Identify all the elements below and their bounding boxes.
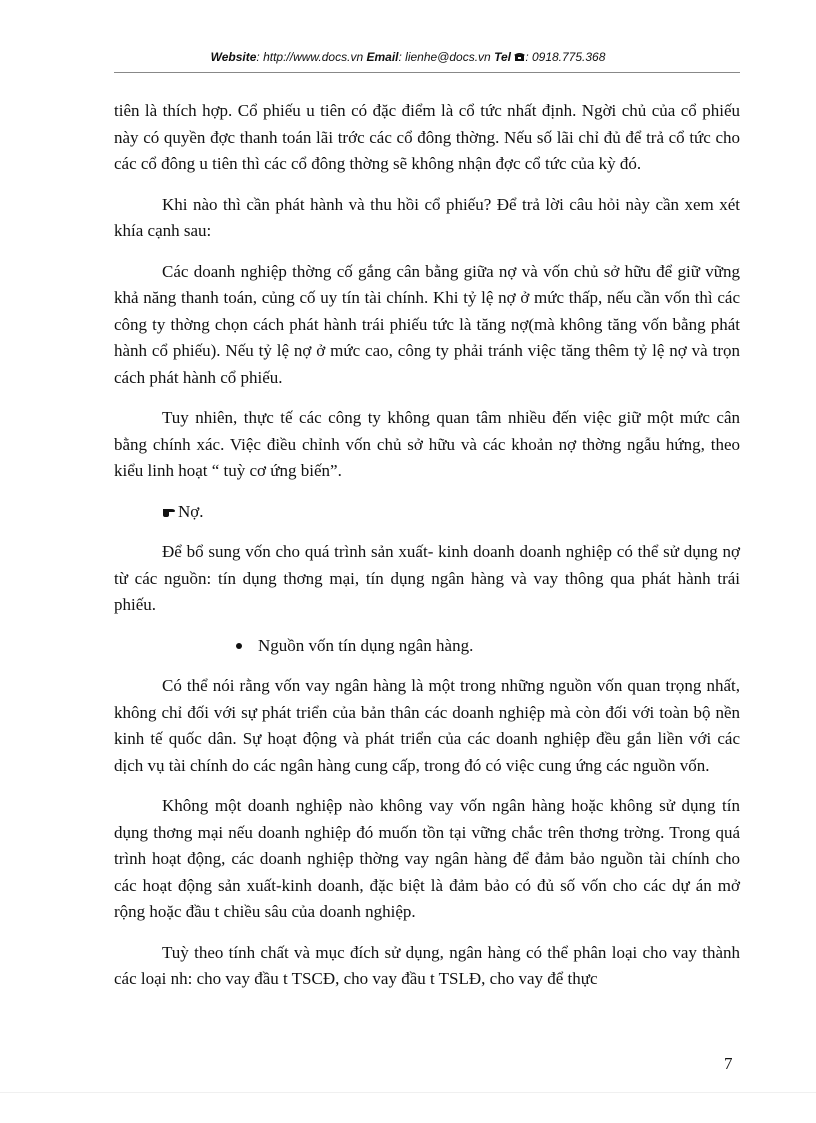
page-bottom-edge	[0, 1092, 816, 1093]
page-number: 7	[724, 1054, 733, 1073]
tel-label: Tel	[494, 50, 511, 64]
section-heading-no	[162, 499, 740, 526]
bullet-text: Nguồn vốn tín dụng ngân hàng.	[258, 635, 474, 655]
email-label: Email	[366, 50, 399, 64]
paragraph-6: Có thể nói rằng vốn vay ngân hàng là một trong những nguồn vốn quan trọng nhất, không chỉ đối với sự phát triển của bản thân các doanh nghiệp mà còn đối với toàn bộ nền kinh tế quốc dân. Sự hoạt động và phát triển của các doanh nghiệp đều gắn liền với các dịch vụ tài chính do các ngân hàng cung cấp, trong đó có việc cung ứng các nguồn vốn.	[114, 676, 740, 775]
tel-value: : 0918.775.368	[525, 50, 606, 64]
email-value[interactable]: : lienhe@docs.vn	[398, 50, 491, 64]
heading-text: Nợ.	[178, 501, 204, 521]
bullet-item	[236, 633, 740, 660]
paragraph-1: tiên là thích hợp. Cổ phiếu u tiên có đặc điểm là cổ tức nhất định. Ngời chủ của cổ phiếu này có quyền đợc thanh toán lãi trớc các cổ đông thờng. Nếu số lãi chỉ đủ để trả cổ tức cho các cổ đông u tiên thì các cổ đông thờng sẽ không nhận đợc cổ tức của kỳ đó.	[114, 101, 740, 173]
page-header	[0, 50, 816, 64]
bullet-icon	[236, 643, 242, 649]
header-divider	[114, 72, 740, 73]
phone-icon	[514, 52, 525, 62]
paragraph-2: Khi nào thì cần phát hành và thu hồi cổ phiếu? Để trả lời câu hỏi này cần xem xét khía cạnh sau:	[114, 194, 740, 240]
paragraph-4: Tuy nhiên, thực tế các công ty không quan tâm nhiều đến việc giữ một mức cân bằng chính xác. Việc điều chỉnh vốn chủ sở hữu và các khoản nợ thờng ngẫu hứng, theo kiểu linh hoạt “ tuỳ cơ ứng biến”.	[114, 408, 740, 480]
paragraph-3: Các doanh nghiệp thờng cố gắng cân bằng giữa nợ và vốn chủ sở hữu để giữ vững khả năng thanh toán, củng cố uy tín tài chính. Khi tỷ lệ nợ ở mức thấp, nếu cần vốn thì các công ty thờng chọn cách phát hành trái phiếu tức là tăng nợ(mà không tăng vốn bằng phát hành cổ phiếu). Nếu tỷ lệ nợ ở mức cao, công ty phải tránh việc tăng thêm tỷ lệ nợ và trọn cách phát hành cổ phiếu.	[114, 261, 740, 387]
website-value[interactable]: : http://www.docs.vn	[256, 50, 364, 64]
paragraph-8: Tuỳ theo tính chất và mục đích sử dụng, ngân hàng có thể phân loại cho vay thành các loại nh: cho vay đầu t TSCĐ, cho vay đầu t TSLĐ, cho vay để thực	[114, 942, 740, 988]
pointing-hand-icon	[162, 506, 176, 518]
paragraph-5: Để bổ sung vốn cho quá trình sản xuất- kinh doanh doanh nghiệp có thể sử dụng nợ từ các nguồn: tín dụng thơng mại, tín dụng ngân hàng và vay thông qua phát hành trái phiếu.	[114, 542, 740, 614]
paragraph-7: Không một doanh nghiệp nào không vay vốn ngân hàng hoặc không sử dụng tín dụng thơng mại nếu doanh nghiệp đó muốn tồn tại vững chắc trên thơng trờng. Trong quá trình hoạt động, các doanh nghiệp thờng vay ngân hàng để đảm bảo nguồn tài chính cho các hoạt động sản xuất-kinh doanh, đặc biệt là đảm bảo có đủ số vốn cho các dự án mở rộng hoặc đầu t chiều sâu của doanh nghiệp.	[114, 796, 740, 921]
website-label: Website	[210, 50, 257, 64]
document-body	[114, 98, 740, 1007]
